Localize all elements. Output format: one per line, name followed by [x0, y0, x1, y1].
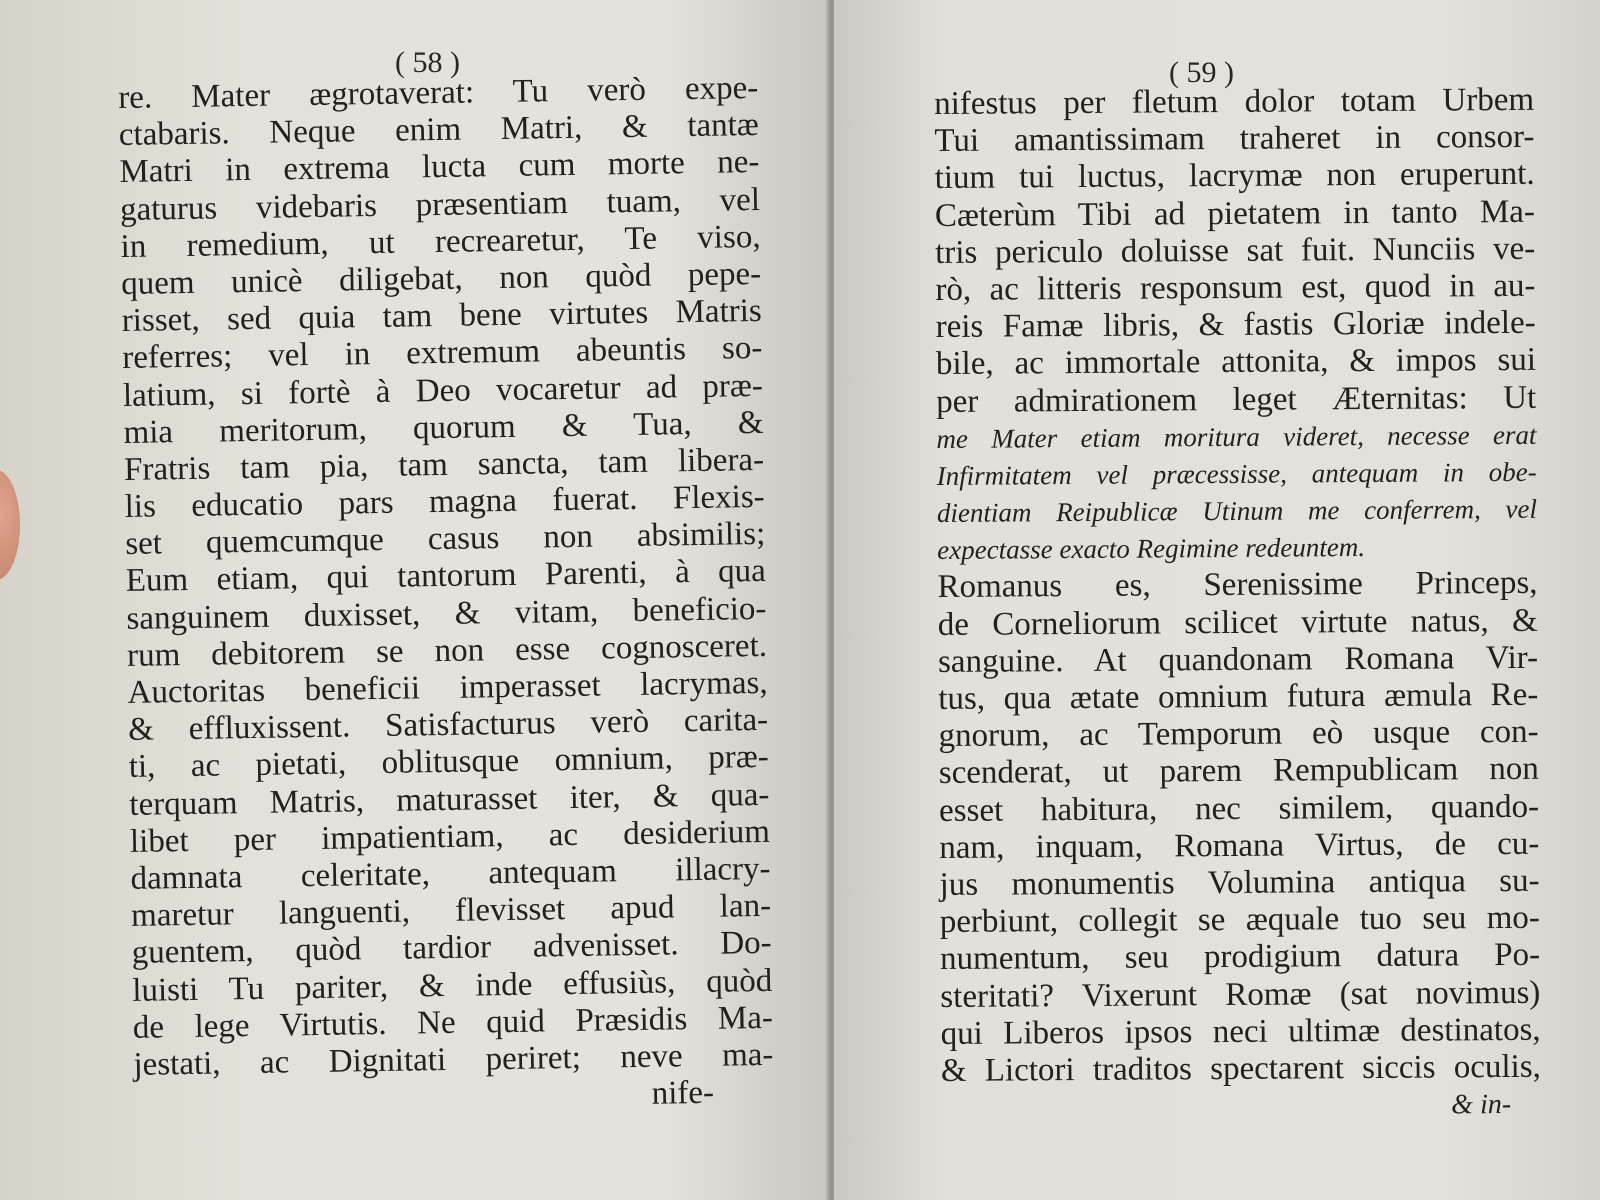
text-line: lis educatio pars magna fuerat. Flexis- [124, 478, 765, 526]
catchword: nife- [651, 1074, 715, 1112]
text-line: libet per impatientiam, ac desiderium [129, 813, 771, 860]
text-line: nam, inquam, Romana Virtus, de cu- [939, 825, 1540, 866]
text-line: in remedium, ut recrearetur, Te viso, [120, 218, 761, 265]
text-line: ti, ac pietati, oblitusque omnium, præ- [128, 739, 770, 786]
text-line: steritati? Vixerunt Romæ (sat novimus) [940, 974, 1541, 1015]
text-line: ctabaris. Neque enim Matri, & tantæ [118, 107, 760, 154]
text-line: per admirationem leget Æternitas: Ut [936, 379, 1537, 420]
text-line: sanguinem duxisset, & vitam, beneficio- [126, 590, 767, 637]
text-line: esset habitura, nec similem, quando- [938, 788, 1540, 829]
text-line: luisti Tu pariter, & inde effusiùs, quòd [132, 962, 773, 1009]
text-line: & Lictori traditos spectarent siccis oculis, [940, 1048, 1541, 1089]
text-line: latium, si fortè à Deo vocaretur ad præ- [122, 367, 764, 414]
text-line: reis Famæ libris, & fastis Gloriæ indele- [935, 304, 1536, 346]
right-page-text [934, 82, 1541, 1127]
text-line: terquam Matris, maturasset iter, & qua- [129, 776, 770, 823]
catchword: & in- [1451, 1089, 1512, 1121]
text-line: rò, ac litteris responsum est, quod in au- [935, 267, 1536, 308]
text-line: set quemcumque casus non absimilis; [125, 516, 766, 563]
text-line: Auctoritas beneficii imperasset lacrymas, [127, 664, 768, 711]
text-line: Fratris tam pia, tam sancta, tam libera- [123, 441, 765, 488]
text-line: numentum, seu prodigium datura Po- [939, 937, 1541, 978]
text-line: Matri in extrema lucta cum morte ne- [119, 144, 760, 191]
text-line: referres; vel in extremum abeuntis so- [122, 330, 763, 377]
text-line: sanguine. At quandonam Romana Vir- [937, 639, 1539, 680]
text-line: re. Mater ægrotaverat: Tu verò expe- [118, 69, 759, 116]
text-line: bile, ac immortale attonita, & impos sui [935, 342, 1537, 383]
text-line: Cæterùm Tibi ad pietatem in tanto Ma- [934, 193, 1536, 234]
text-line: perbiunt, collegit se æquale tuo seu mo- [939, 899, 1540, 941]
text-line: tris periculo doluisse sat fuit. Nunciis ve- [935, 230, 1536, 271]
text-line: de Corneliorum scilicet virtute natus, & [937, 602, 1538, 643]
text-line: me Mater etiam moritura videret, necesse erat [936, 419, 1537, 454]
text-line: qui Liberos ipsos neci ultimæ destinatos, [940, 1011, 1541, 1052]
text-line: mia meritorum, quorum & Tua, & [123, 404, 764, 451]
text-line: nifestus per fletum dolor totam Urbem [934, 81, 1535, 122]
text-line: Eum etiam, qui tantorum Parenti, à qua [125, 553, 767, 600]
text-line: gnorum, ac Temporum eò usque con- [938, 713, 1539, 755]
page-number-left: ( 58 ) [395, 46, 460, 79]
text-line: Romanus es, Serenissime Princeps, [937, 565, 1538, 606]
text-line: dientiam Reipublicæ Utinum me conferrem, vel [936, 493, 1538, 529]
text-line: rum debitorem se non esse cognosceret. [126, 627, 768, 674]
text-line: tium tui luctus, lacrymæ non eruperunt. [934, 156, 1535, 197]
text-line: quem unicè diligebat, non quòd pepe- [120, 255, 762, 302]
left-page-text [118, 70, 774, 1121]
text-line: gaturus videbaris præsentiam tuam, vel [119, 181, 761, 228]
text-line: Infirmitatem vel præcessisse, antequam in obe- [936, 456, 1537, 491]
text-line: scenderat, ut parem Rempublicam non [938, 751, 1539, 792]
text-line: guentem, quòd tardior advenisset. Do- [131, 925, 772, 972]
text-line: maretur languenti, flevisset apud lan- [130, 887, 772, 935]
text-line: jus monumentis Volumina antiqua su- [939, 862, 1540, 903]
text-line: jestati, ac Dignitati periret; neve ma- [133, 1036, 774, 1083]
text-line: Tui amantissimam traheret in consor- [934, 118, 1535, 160]
text-line: de lege Virtutis. Ne quid Præsidis Ma- [132, 999, 774, 1046]
text-line: expectasse exacto Regimine redeuntem. [937, 532, 1366, 566]
text-line: tus, qua ætate omnium futura æmula Re- [938, 676, 1539, 717]
text-line: risset, sed quia tam bene virtutes Matris [121, 293, 762, 340]
page-number-right: ( 59 ) [1169, 56, 1234, 89]
text-line: damnata celeritate, antequam illacry- [130, 850, 771, 897]
right-page [834, 0, 1600, 1200]
text-line: & effluxissent. Satisfacturus verò carita- [127, 702, 769, 749]
